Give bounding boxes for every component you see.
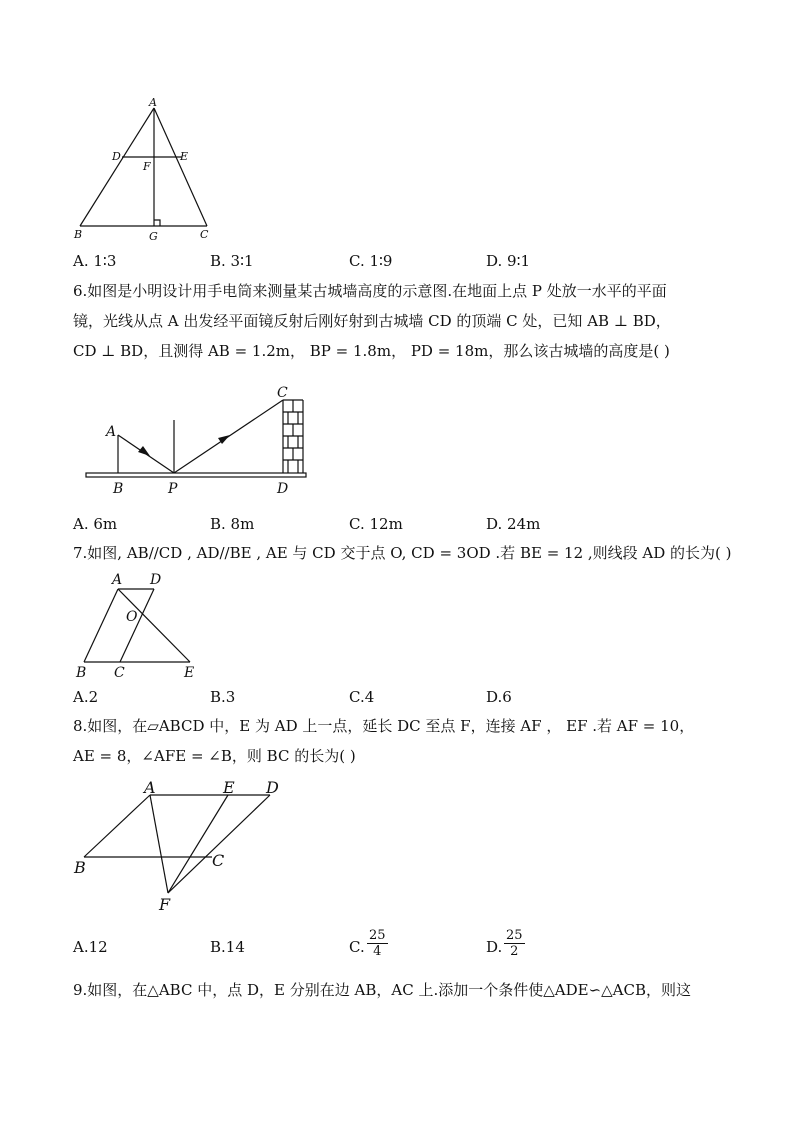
option-b[interactable]: B. 3∶1 — [210, 252, 254, 270]
option-c[interactable]: C.4 — [349, 688, 375, 706]
question-8-line-1: 8.如图，在▱ABCD 中，E 为 AD 上一点，延长 DC 至点 F，连接 AF ， EF .若 AF = 10， — [73, 717, 695, 735]
label-d: D — [277, 481, 289, 497]
ground-strip — [86, 473, 306, 477]
label-p: P — [168, 481, 178, 497]
label-e: E — [184, 665, 195, 681]
option-a[interactable]: A.2 — [73, 688, 99, 706]
option-d[interactable]: D. 9∶1 — [486, 252, 531, 270]
option-b[interactable]: B. 8m — [210, 515, 255, 533]
segment-dc — [120, 589, 154, 662]
label-a: A — [112, 572, 123, 588]
question-6-line-3: CD ⊥ BD，且测得 AB = 1.2m， BP = 1.8m， PD = 18m，那么该古城墙的高度是( ) — [73, 342, 670, 360]
segment-ae — [118, 589, 190, 662]
parallelogram-figure-q8 — [70, 772, 300, 917]
label-e: E — [223, 778, 235, 797]
option-b[interactable]: B.14 — [210, 938, 245, 956]
label-b: B — [76, 665, 87, 681]
right-angle-mark — [154, 220, 160, 226]
option-c[interactable]: C. 1∶9 — [349, 252, 393, 270]
label-g: G — [149, 230, 158, 243]
label-a: A — [149, 96, 157, 109]
question-6-line-2: 镜，光线从点 A 出发经平面镜反射后刚好射到古城墙 CD 的顶端 C 处，已知 AB ⊥ BD， — [73, 312, 671, 330]
segment-ab — [84, 795, 150, 857]
fraction-d — [504, 928, 525, 959]
question-6-line-1: 6.如图是小明设计用手电筒来测量某古城墙高度的示意图.在地面上点 P 处放一水平的平面 — [73, 282, 667, 300]
label-b: B — [74, 858, 86, 877]
segment-ab — [84, 589, 118, 662]
options-q6 — [73, 515, 773, 537]
label-c: C — [200, 228, 209, 241]
label-o: O — [126, 609, 138, 625]
options-q8 — [73, 928, 773, 962]
label-d: D — [150, 572, 162, 588]
fraction-d-denominator: 2 — [510, 944, 519, 959]
fraction-c — [367, 928, 388, 959]
option-a[interactable]: A. 6m — [73, 515, 118, 533]
label-b: B — [74, 228, 83, 241]
label-e: E — [180, 150, 189, 163]
label-d: D — [112, 150, 121, 163]
option-c-label: C. — [349, 938, 365, 956]
option-d[interactable]: D.6 — [486, 688, 512, 706]
mirror-figure-q6 — [80, 380, 320, 500]
label-f: F — [143, 160, 151, 173]
trapezoid-figure-q7 — [70, 568, 210, 683]
option-d-label: D. — [486, 938, 503, 956]
question-7-line: 7.如图, AB//CD , AD//BE , AE 与 CD 交于点 O, CD = 3OD .若 BE = 12 ,则线段 AD 的长为( ) — [73, 544, 732, 562]
fraction-d-numerator: 25 — [506, 928, 523, 943]
segment-af — [150, 795, 168, 893]
label-a: A — [144, 778, 156, 797]
label-a: A — [106, 424, 117, 440]
label-f: F — [159, 895, 171, 914]
fraction-c-numerator: 25 — [369, 928, 386, 943]
label-c: C — [114, 665, 125, 681]
label-c: C — [277, 385, 288, 401]
fraction-c-denominator: 4 — [373, 944, 382, 959]
option-a[interactable]: A. 1∶3 — [73, 252, 117, 270]
option-a[interactable]: A.12 — [73, 938, 108, 956]
arrowhead-incident — [138, 446, 150, 456]
options-q7 — [73, 688, 773, 710]
option-b[interactable]: B.3 — [210, 688, 236, 706]
question-9-line: 9.如图，在△ABC 中，点 D，E 分别在边 AB，AC 上.添加一个条件使△ADE∽△ACB，则这 — [73, 981, 691, 999]
label-b: B — [113, 481, 124, 497]
options-q5 — [73, 252, 773, 274]
option-c[interactable]: C. 12m — [349, 515, 403, 533]
label-c: C — [212, 851, 225, 870]
question-8-line-2: AE = 8，∠AFE = ∠B，则 BC 的长为( ) — [73, 747, 356, 765]
label-d: D — [266, 778, 279, 797]
side-ac — [154, 108, 207, 226]
option-d[interactable]: D. 24m — [486, 515, 541, 533]
triangle-figure-q5 — [60, 90, 230, 250]
